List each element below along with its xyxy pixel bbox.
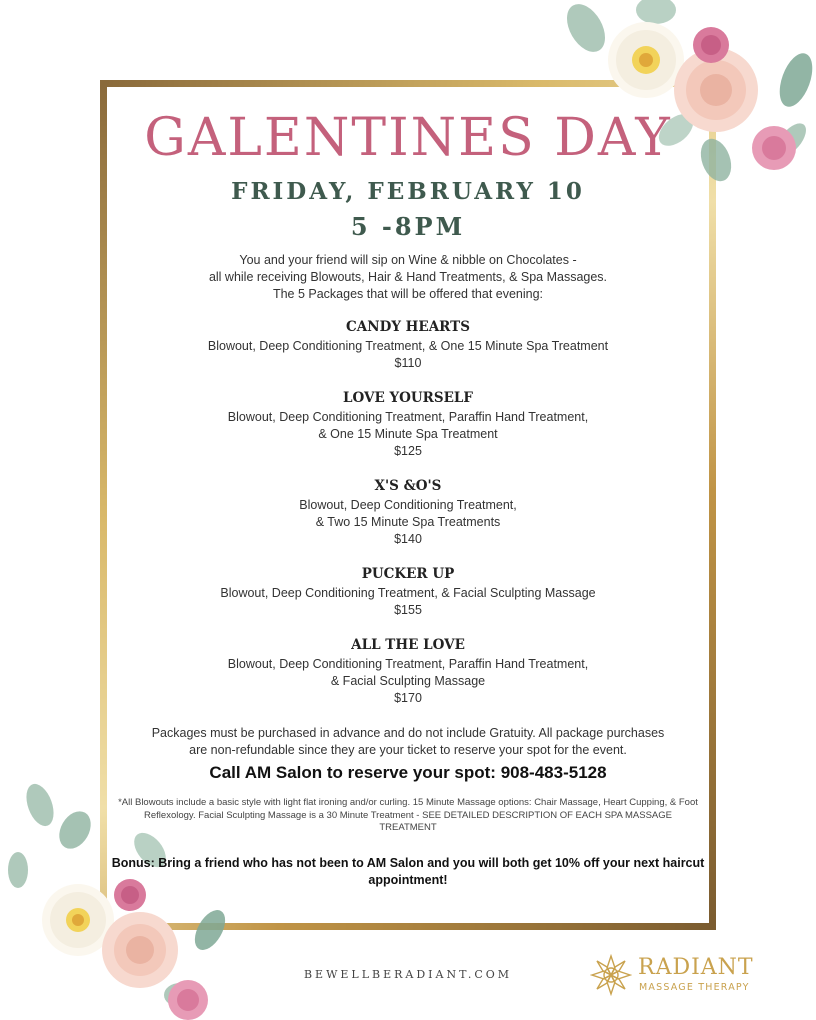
package-price: $170	[394, 691, 422, 705]
radiant-logo	[590, 952, 770, 1002]
package-description: Blowout, Deep Conditioning Treatment, Paraffin Hand Treatment,	[227, 410, 589, 424]
intro-text	[110, 252, 706, 303]
package-description: & One 15 Minute Spa Treatment	[318, 427, 498, 441]
intro-line: You and your friend will sip on Wine & nibble on Chocolates -	[239, 253, 577, 267]
notice-line: are non-refundable since they are your ticket to reserve your spot for the event.	[189, 743, 627, 757]
package-name: ALL THE LOVE	[351, 637, 465, 653]
package-xs-and-os	[110, 478, 706, 548]
intro-line: all while receiving Blowouts, Hair & Hand Treatments, & Spa Massages.	[208, 270, 608, 284]
package-price: $125	[394, 444, 422, 458]
logo-subtitle: MASSAGE THERAPY	[639, 982, 750, 993]
package-description: Blowout, Deep Conditioning Treatment, Paraffin Hand Treatment,	[227, 657, 589, 671]
package-name: PUCKER UP	[361, 566, 455, 582]
package-price: $140	[394, 532, 422, 546]
package-pucker-up	[110, 566, 706, 619]
floral-decoration-top-icon	[516, 0, 816, 200]
package-description: & Two 15 Minute Spa Treatments	[315, 515, 501, 529]
website-link[interactable]: BEWELLBERADIANT.COM	[303, 968, 513, 981]
logo-name: RADIANT	[638, 955, 754, 980]
package-name: CANDY HEARTS	[346, 319, 470, 335]
event-time: 5 -8PM	[350, 212, 466, 241]
intro-line: The 5 Packages that will be offered that evening:	[272, 287, 544, 301]
package-description: Blowout, Deep Conditioning Treatment, & Facial Sculpting Massage	[220, 586, 596, 600]
page-title: GALENTINES DAY	[144, 108, 672, 168]
package-name: X'S &O'S	[374, 478, 442, 494]
lotus-mandala-icon	[590, 954, 632, 996]
fine-print: *All Blowouts include a basic style with light flat ironing and/or curling. 15 Minute Massage options: Chair Massage, Heart Cupping, & Foot Reflexology. Facial Sculpting Massage is a 30 Minute Treatment - SEE DETAILED DESCRIPTION OF EACH SPA MASSAGE TREATMENT	[118, 797, 698, 833]
package-description: & Facial Sculpting Massage	[330, 674, 486, 688]
content-body	[110, 252, 706, 889]
call-to-action: Call AM Salon to reserve your spot: 908-483-5128	[209, 763, 607, 782]
bonus-offer: Bonus: Bring a friend who has not been to AM Salon and you will both get 10% off your next haircut appointment!	[111, 855, 705, 887]
package-price: $155	[394, 603, 422, 617]
package-name: LOVE YOURSELF	[343, 390, 473, 406]
package-all-the-love	[110, 637, 706, 707]
package-love-yourself	[110, 390, 706, 460]
notice-line: Packages must be purchased in advance and do not include Gratuity. All package purchases	[151, 726, 665, 740]
package-price: $110	[394, 356, 422, 370]
purchase-notice	[110, 725, 706, 759]
event-date: FRIDAY, FEBRUARY 10	[231, 178, 585, 205]
package-description: Blowout, Deep Conditioning Treatment,	[299, 498, 517, 512]
package-description: Blowout, Deep Conditioning Treatment, & One 15 Minute Spa Treatment	[207, 339, 609, 353]
package-candy-hearts	[110, 319, 706, 372]
